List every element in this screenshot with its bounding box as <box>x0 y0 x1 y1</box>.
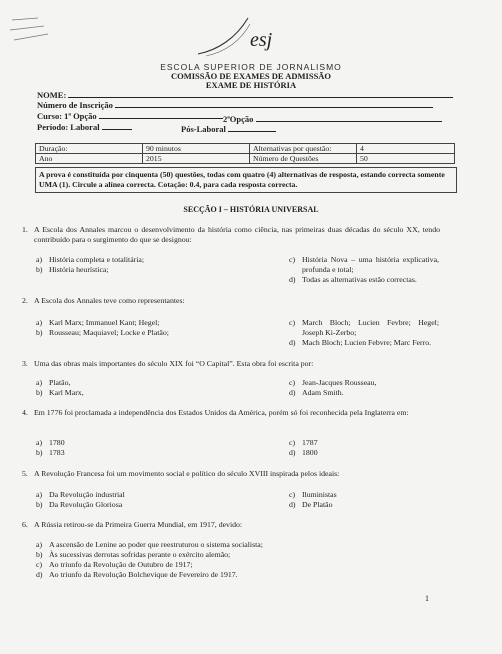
option-text: Iluministas <box>302 490 337 499</box>
option-text: 1783 <box>49 448 65 457</box>
q3-option-a[interactable] <box>36 378 236 388</box>
question-4 <box>22 408 440 428</box>
period-post-labour-field[interactable] <box>181 123 276 134</box>
q4-option-b[interactable] <box>36 448 236 458</box>
q2-option-c[interactable] <box>289 318 439 338</box>
post-labour-line <box>228 123 276 132</box>
logo-text: esj <box>250 29 273 51</box>
duration-value: 90 minutos <box>143 144 250 154</box>
question-3 <box>22 359 440 369</box>
option-letter: a) <box>36 318 43 327</box>
course-option-1-label: Curso: 1ª Opção <box>37 111 97 121</box>
option-letter: c) <box>289 255 296 264</box>
option-letter: c) <box>289 378 296 387</box>
option-text: Platão, <box>49 378 71 387</box>
question-number: 2. <box>22 296 28 305</box>
option-text: 1800 <box>302 448 318 457</box>
q6-option-a[interactable] <box>36 540 436 550</box>
q6-option-b[interactable] <box>36 550 436 560</box>
option-text: Adam Smith. <box>302 388 344 397</box>
q1-option-d[interactable] <box>289 275 439 285</box>
option-text: Da Revolução industrial <box>49 490 125 499</box>
option-text: Todas as alternativas estão correctas. <box>302 275 417 284</box>
name-line <box>68 89 453 98</box>
question-text: A Revolução Francesa foi um movimento social e político do século XVIII inspirada pelos ideais: <box>34 469 340 478</box>
questions-count-label: Número de Questões <box>250 154 357 164</box>
option-letter: a) <box>36 540 43 549</box>
option-text: História Nova – uma história explicativa, profunda e total; <box>302 255 439 274</box>
q6-option-d[interactable] <box>36 570 436 580</box>
option-text: Karl Marx, <box>49 388 84 397</box>
registration-line <box>115 99 433 108</box>
q6-option-c[interactable] <box>36 560 436 570</box>
option-letter: c) <box>289 438 296 447</box>
q2-option-d[interactable] <box>289 338 439 348</box>
q2-option-a[interactable] <box>36 318 256 328</box>
option-text: A ascensão de Lenine ao poder que reestruturou o sistema socialista; <box>49 540 263 549</box>
option-letter: a) <box>36 255 43 264</box>
table-row <box>36 144 455 154</box>
q5-option-b[interactable] <box>36 500 236 510</box>
option-letter: b) <box>36 448 43 457</box>
question-number: 1. <box>22 225 28 234</box>
questions-count-value: 50 <box>357 154 455 164</box>
q3-option-b[interactable] <box>36 388 236 398</box>
question-text: A Escola dos Annales marcou o desenvolvimento da história como ciência, nas primeiras duas décadas do século XX, tendo contribuído para o surgimento do que se designou: <box>34 225 440 244</box>
alternatives-label: Alternativas por questão: <box>250 144 357 154</box>
q1-option-a[interactable] <box>36 255 236 265</box>
registration-field[interactable] <box>37 99 433 110</box>
option-letter: b) <box>36 328 43 337</box>
question-text: Uma das obras mais importantes do século XIX foi “O Capital”. Esta obra foi escrita por: <box>34 359 314 368</box>
option-text: Mach Bloch; Lucien Febvre; Marc Ferro. <box>302 338 432 347</box>
course-option-1-line <box>99 110 223 119</box>
option-letter: d) <box>289 388 296 397</box>
period-label: Período: Laboral <box>37 122 100 132</box>
pen-scribble-mark <box>8 12 68 52</box>
q3-option-d[interactable] <box>289 388 439 398</box>
duration-label: Duração: <box>36 144 143 154</box>
option-letter: d) <box>289 500 296 509</box>
exam-title: EXAME DE HISTÓRIA <box>205 80 297 90</box>
option-letter: c) <box>289 490 296 499</box>
question-text: A Rússia retirou-se da Primeira Guerra Mundial, em 1917, devido: <box>34 520 243 529</box>
question-5 <box>22 469 440 479</box>
period-labour-field[interactable] <box>37 121 132 132</box>
option-text: Jean-Jacques Rousseau, <box>302 378 377 387</box>
alternatives-value: 4 <box>357 144 455 154</box>
question-number: 6. <box>22 520 28 529</box>
q5-option-c[interactable] <box>289 490 439 500</box>
q1-option-b[interactable] <box>36 265 236 275</box>
q4-option-a[interactable] <box>36 438 236 448</box>
question-number: 3. <box>22 359 28 368</box>
question-6 <box>22 520 440 530</box>
year-value: 2015 <box>143 154 250 164</box>
question-1 <box>22 225 440 245</box>
option-letter: d) <box>289 338 296 347</box>
option-letter: b) <box>36 265 43 274</box>
question-text: A Escola dos Annales teve como representantes: <box>34 296 185 305</box>
option-letter: d) <box>36 570 43 579</box>
option-letter: a) <box>36 438 43 447</box>
question-number: 5. <box>22 469 28 478</box>
option-text: Às sucessivas derrotas sofridas perante o exército alemão; <box>49 550 231 559</box>
option-letter: d) <box>289 448 296 457</box>
option-text: História heurística; <box>49 265 109 274</box>
option-text: 1787 <box>302 438 318 447</box>
registration-label: Número de Inscrição <box>37 100 113 110</box>
option-text: Ao triunfo da Revolução Bolchevique de Fevereiro de 1917. <box>49 570 238 579</box>
q1-option-c[interactable] <box>289 255 439 275</box>
school-name: ESCOLA SUPERIOR DE JORNALISMO <box>160 62 342 72</box>
option-letter: a) <box>36 490 43 499</box>
page-number: 1 <box>425 594 429 603</box>
option-letter: b) <box>36 500 43 509</box>
post-labour-label: Pós-Laboral <box>181 124 226 134</box>
table-row <box>36 154 455 164</box>
question-text: Em 1776 foi proclamada a independência dos Estados Unidos da América, porém só foi reconhecida pela Inglaterra em: <box>34 408 409 417</box>
option-letter: b) <box>36 550 43 559</box>
option-text: Karl Marx; Immanuel Kant; Hegel; <box>49 318 160 327</box>
question-number: 4. <box>22 408 28 417</box>
course-option-2-line <box>256 113 442 122</box>
esj-logo-icon <box>188 12 298 62</box>
q5-option-d[interactable] <box>289 500 439 510</box>
year-label: Ano <box>36 154 143 164</box>
option-text: March Bloch; Lucien Fevbre; Hegel; Joseph Ki-Zerbo; <box>302 318 439 337</box>
name-label: NOME: <box>37 90 67 100</box>
option-text: De Platão <box>302 500 333 509</box>
option-text: 1780 <box>49 438 65 447</box>
section-title: SECÇÃO I – HISTÓRIA UNIVERSAL <box>183 205 319 214</box>
commission-title: COMISSÃO DE EXAMES DE ADMISSÃO <box>170 71 332 81</box>
exam-instructions-box: A prova é constituída por cinquenta (50) questões, todas com quatro (4) alternativas de resposta, estando correcta somente UMA (1). Circule a alínea correcta. Cotação: 0.4, para cada resposta correcta. <box>35 167 457 193</box>
q3-option-c[interactable] <box>289 378 439 388</box>
option-text: Ao triunfo da Revolução de Outubro de 1917; <box>49 560 193 569</box>
q4-option-c[interactable] <box>289 438 439 448</box>
period-labour-line <box>102 121 132 130</box>
option-text: História completa e totalitária; <box>49 255 145 264</box>
option-letter: c) <box>289 318 296 327</box>
option-letter: d) <box>289 275 296 284</box>
q4-option-d[interactable] <box>289 448 439 458</box>
q2-option-b[interactable] <box>36 328 256 338</box>
q5-option-a[interactable] <box>36 490 236 500</box>
option-text: Rousseau; Maquiavel; Locke e Platão; <box>49 328 169 337</box>
option-letter: a) <box>36 378 43 387</box>
option-letter: b) <box>36 388 43 397</box>
course-option-2-label: 2ªOpção <box>223 114 254 124</box>
course-option-1-field[interactable] <box>37 110 223 121</box>
option-letter: c) <box>36 560 43 569</box>
question-2 <box>22 296 440 306</box>
exam-info-table <box>35 143 455 164</box>
option-text: Da Revolução Gloriosa <box>49 500 123 509</box>
